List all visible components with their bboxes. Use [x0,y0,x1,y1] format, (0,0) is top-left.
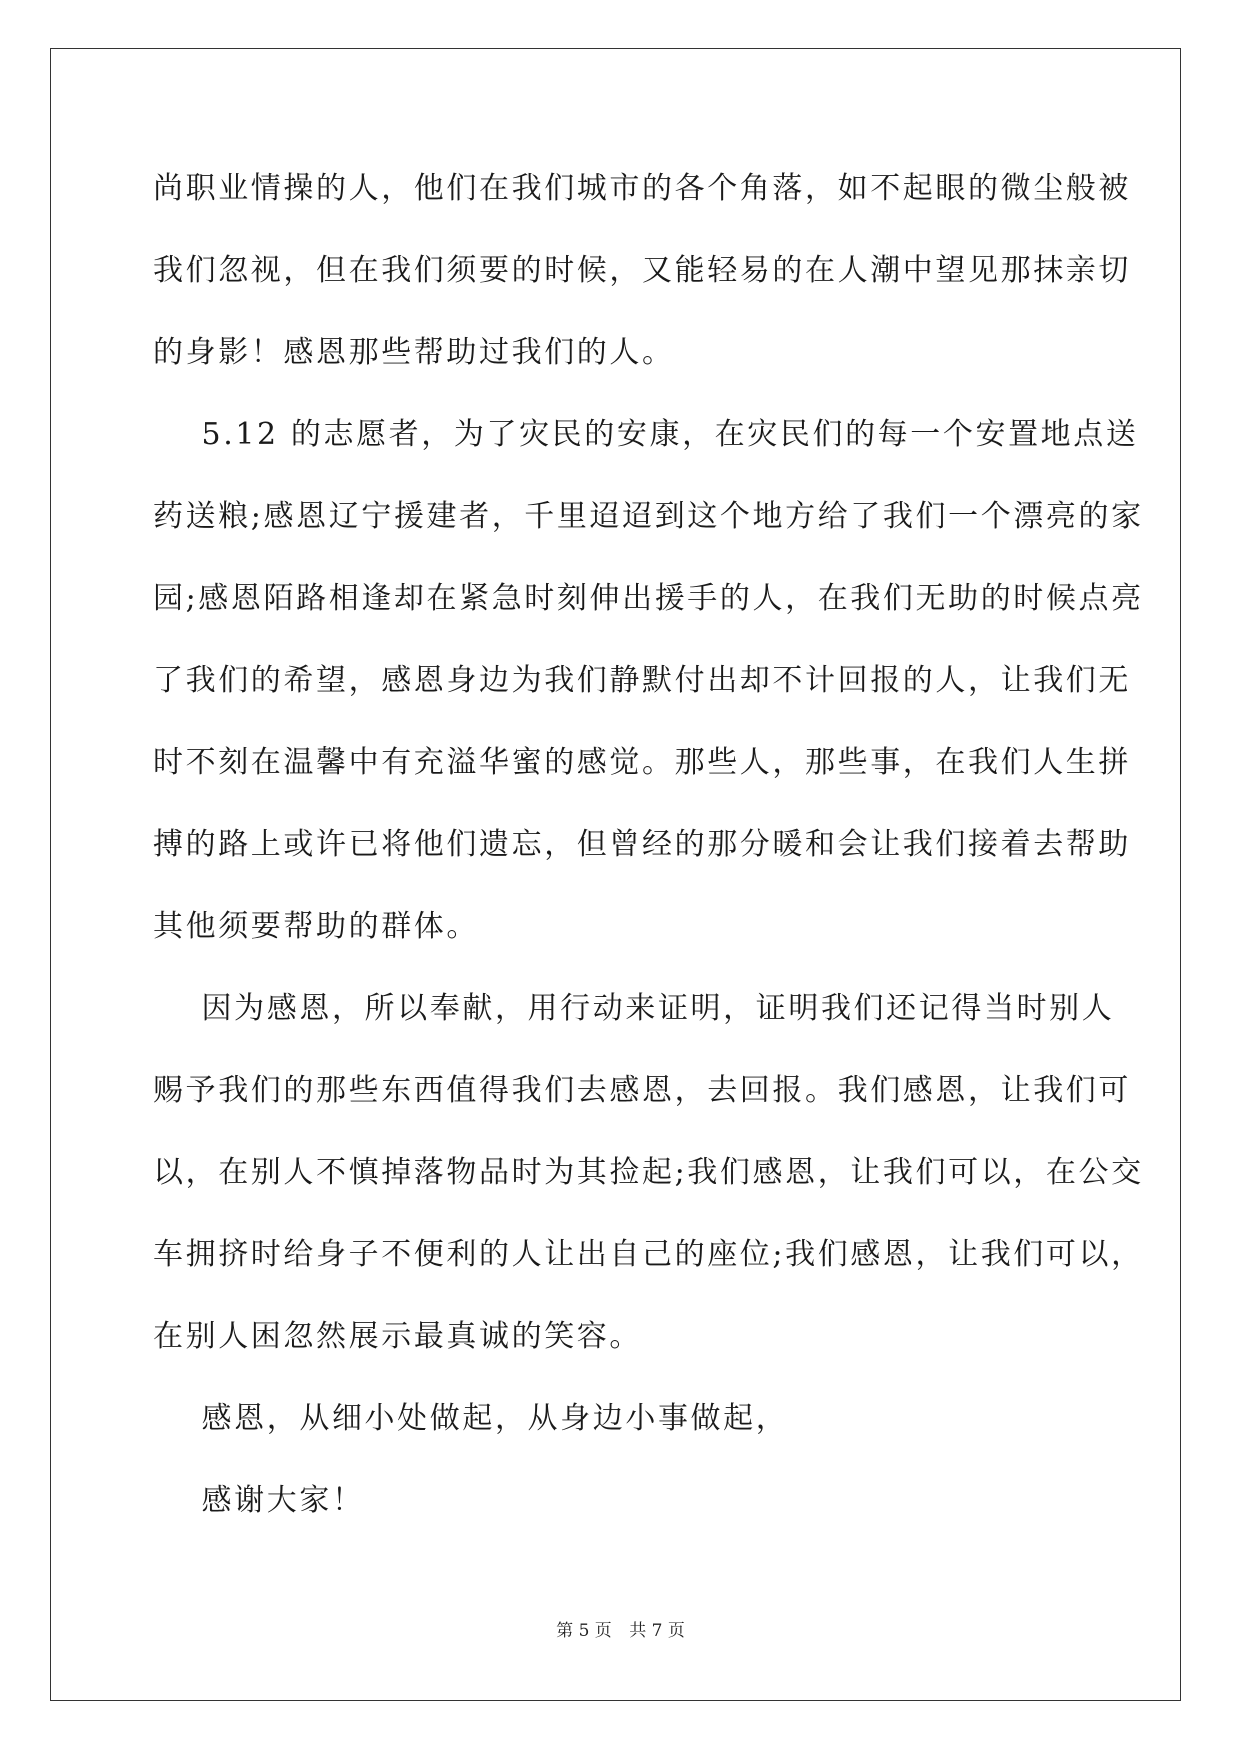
text-line: 我们忽视，但在我们须要的时候，又能轻易的在人潮中望见那抹亲切 [153,253,1131,288]
text-line: 赐予我们的那些东西值得我们去感恩，去回报。我们感恩，让我们可 [153,1073,1131,1108]
text-line: 园;感恩陌路相逢却在紧急时刻伸出援手的人，在我们无助的时候点亮 [153,581,1144,616]
text-line: 搏的路上或许已将他们遗忘，但曾经的那分暖和会让我们接着去帮助 [153,827,1131,862]
text-line: 时不刻在温馨中有充溢华蜜的感觉。那些人，那些事，在我们人生拼 [153,745,1131,780]
page-footer [0,1616,1241,1641]
text-line: 车拥挤时给身子不便利的人让出自己的座位;我们感恩，让我们可以， [153,1237,1144,1272]
text-line: 感恩，从细小处做起，从身边小事做起， [153,1401,789,1436]
page-total: 共 7 页 [629,1621,685,1641]
text-line: 的身影！感恩那些帮助过我们的人。 [153,335,675,370]
document-body [153,160,1144,1554]
text-line: 感谢大家！ [153,1483,365,1518]
text-line: 其他须要帮助的群体。 [153,909,479,944]
text-line: 了我们的希望，感恩身边为我们静默付出却不计回报的人，让我们无 [153,663,1131,698]
page-number: 第 5 页 [556,1621,612,1641]
text-line: 在别人困忽然展示最真诚的笑容。 [153,1319,642,1354]
text-line: 以，在别人不慎掉落物品时为其捡起;我们感恩，让我们可以，在公交 [153,1155,1144,1190]
text-line: 因为感恩，所以奉献，用行动来证明，证明我们还记得当时别人 [153,991,1115,1026]
text-line: 5.12 的志愿者，为了灾民的安康，在灾民们的每一个安置地点送 [153,417,1139,452]
text-line: 尚职业情操的人，他们在我们城市的各个角落，如不起眼的微尘般被 [153,171,1131,206]
text-line: 药送粮;感恩辽宁援建者，千里迢迢到这个地方给了我们一个漂亮的家 [153,499,1144,534]
